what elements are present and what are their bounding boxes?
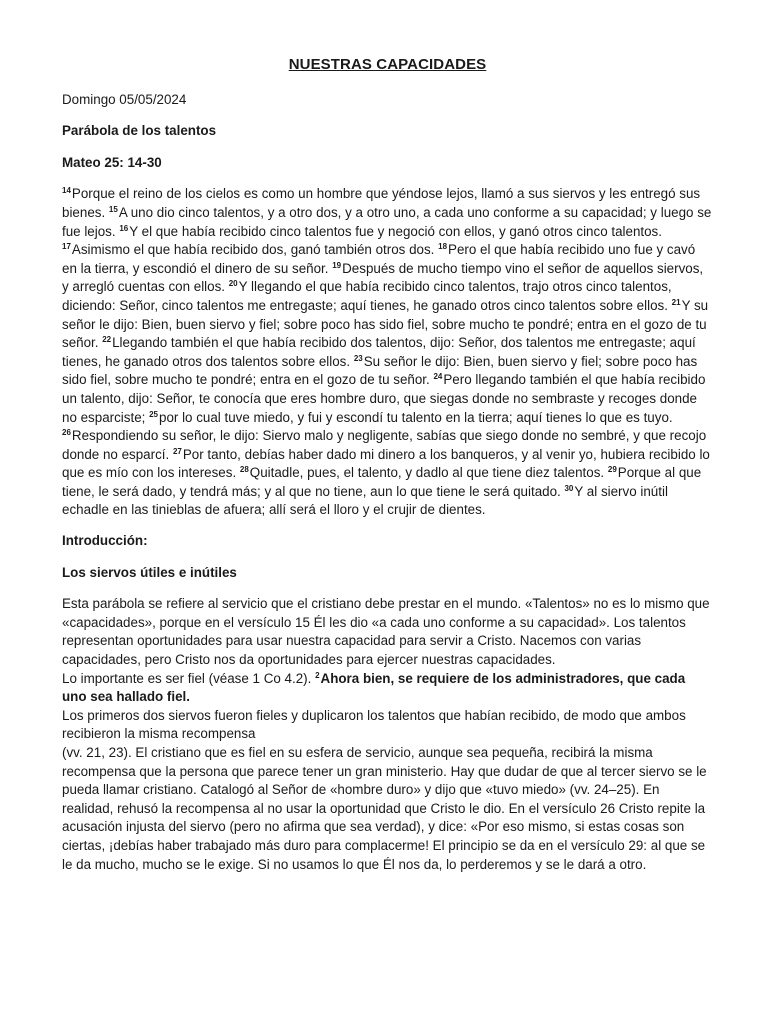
verse-text: Pero el que había recibido uno fue y cavó en la tierra, y escondió el dinero de su señor. bbox=[62, 242, 696, 276]
verse-text: Y su señor le dijo: Bien, buen siervo y fiel; sobre poco has sido fiel, sobre mucho te pondré; entra en el gozo de tu señor. bbox=[62, 297, 709, 351]
verse-text: por lo cual tuve miedo, y fui y escondí tu talento en la tierra; aquí tienes lo que es tuyo. bbox=[159, 409, 673, 425]
verse-text: A uno dio cinco talentos, y a otro dos, y a otro uno, a cada uno conforme a su capacidad; y luego se fue lejos. bbox=[62, 204, 712, 239]
document-title: NUESTRAS CAPACIDADES bbox=[288, 56, 487, 73]
verse-text: Su señor le dijo: Bien, buen siervo y fiel; sobre poco has sido fiel, sobre mucho te pondré; entra en el gozo de tu señor. bbox=[62, 353, 698, 388]
verse-text: Después de mucho tiempo vino el señor de aquellos siervos, y arregló cuentas con ellos. bbox=[62, 260, 704, 295]
verse-text: Y llegando el que había recibido cinco talentos, trajo otros cinco talentos, diciendo: Señor, cinco talentos me entregaste; aquí tienes, he ganado otros cinco talentos sobre ellos. bbox=[62, 279, 672, 313]
verse-number: 18 bbox=[438, 242, 448, 252]
verse-text: Y el que había recibido cinco talentos fue y negoció con ellos, y ganó otros cinco talentos. bbox=[129, 223, 662, 239]
intro-heading: Introducción: bbox=[62, 533, 148, 549]
verse-number: 24 bbox=[433, 372, 443, 382]
verse-text: Porque al que tiene, le será dado, y tendrá más; y al que no tiene, aun lo que tiene le será quitado. bbox=[62, 465, 702, 499]
verse-number: 28 bbox=[239, 465, 249, 475]
parable-heading: Parábola de los talentos bbox=[62, 123, 217, 139]
scripture-reference: Mateo 25: 14-30 bbox=[62, 154, 162, 170]
verse-number: 17 bbox=[62, 242, 71, 252]
verses-paragraph bbox=[62, 185, 713, 520]
verse-number: 2 bbox=[315, 670, 320, 680]
verse-text: Llegando también el que había recibido dos talentos, dijo: Señor, dos talentos me entregaste; aquí tienes, he ganado otros dos talentos sobre ellos. bbox=[62, 335, 696, 369]
verse-number: 14 bbox=[62, 186, 71, 196]
verse-number: 19 bbox=[332, 260, 342, 270]
intro-paragraph-3: Los primeros dos siervos fueron fieles y duplicaron los talentos que habían recibido, de modo que ambos recibieron la misma recompensa bbox=[62, 707, 686, 742]
verse-number: 15 bbox=[108, 204, 118, 214]
verse-number: 21 bbox=[671, 297, 681, 307]
intro-paragraph-4: (vv. 21, 23). El cristiano que es fiel en su esfera de servicio, aunque sea pequeña, recibirá la misma recompensa que la persona que parece tener un gran ministerio. Hay que dudar de que al tercer siervo se le pueda llamar cristiano. Catalogó al Señor de «hombre duro» y dijo que «tuvo miedo» (vv. 24–25). En realidad, rehusó la recompensa al no usar la oportunidad que Cristo le dio. En el versículo 26 Cristo repite la acusación injusta del siervo (pero no afirma que sea verdad), y dice: «Por eso mismo, si estas cosas son ciertas, ¡debías haber trabajado más duro para complacerme! El principio se da en el versículo 29: al que se le da mucho, mucho se le exige. Si no usamos lo que Él nos da, lo perderemos y se le dará a otro. bbox=[62, 745, 707, 872]
verse-number: 29 bbox=[607, 465, 617, 475]
verse-number: 22 bbox=[102, 335, 112, 345]
verse-text: Pero llegando también el que había recibido un talento, dijo: Señor, te conocía que eres hombre duro, que siegas donde no sembraste y recoges donde no esparciste; bbox=[62, 372, 706, 425]
verse-text: Porque el reino de los cielos es como un hombre que yéndose lejos, llamó a sus siervos y les entregó sus bienes. bbox=[62, 186, 701, 220]
verse-number: 20 bbox=[228, 279, 238, 289]
date-line: Domingo 05/05/2024 bbox=[62, 91, 187, 107]
intro-p2-lead: Lo importante es ser fiel (véase 1 Co 4.2). bbox=[62, 670, 312, 686]
intro-paragraph-1: Esta parábola se refiere al servicio que el cristiano debe prestar en el mundo. «Talentos» no es lo mismo que «capacidades», porque en el versículo 15 Él les dio «a cada uno conforme a su capacidad». Los talentos representan oportunidades para usar nuestra capacidad para servir a Cristo. Nacemos con varias capacidades, pero Cristo nos da oportunidades para ejercer nuestras capacidades. bbox=[62, 596, 710, 668]
verse-number: 25 bbox=[149, 409, 158, 419]
verse-number: 27 bbox=[172, 446, 182, 456]
verse-number: 26 bbox=[62, 428, 71, 438]
verse-number: 23 bbox=[353, 353, 363, 363]
verse-number: 30 bbox=[564, 483, 574, 493]
verse-text: Quitadle, pues, el talento, y dadlo al que tiene diez talentos. bbox=[249, 465, 608, 481]
verse-text: Respondiendo su señor, le dijo: Siervo malo y negligente, sabías que siego donde no sembré, y que recojo donde no esparcí. bbox=[62, 428, 707, 462]
verse-number: 16 bbox=[119, 223, 129, 233]
verse-text: Y al siervo inútil echadle en las tinieblas de afuera; allí será el lloro y el crujir de dientes. bbox=[62, 483, 668, 518]
intro-paragraph-2 bbox=[62, 670, 713, 707]
verse-text: Por tanto, debías haber dado mi dinero a los banqueros, y al venir yo, hubiera recibido lo que es mío con los intereses. bbox=[62, 446, 710, 481]
intro-p2-bold: Ahora bien, se requiere de los administradores, que cada uno sea hallado fiel. bbox=[62, 670, 686, 705]
section-heading: Los siervos útiles e inútiles bbox=[62, 564, 237, 580]
verse-text: Asimismo el que había recibido dos, ganó también otros dos. bbox=[71, 242, 439, 258]
